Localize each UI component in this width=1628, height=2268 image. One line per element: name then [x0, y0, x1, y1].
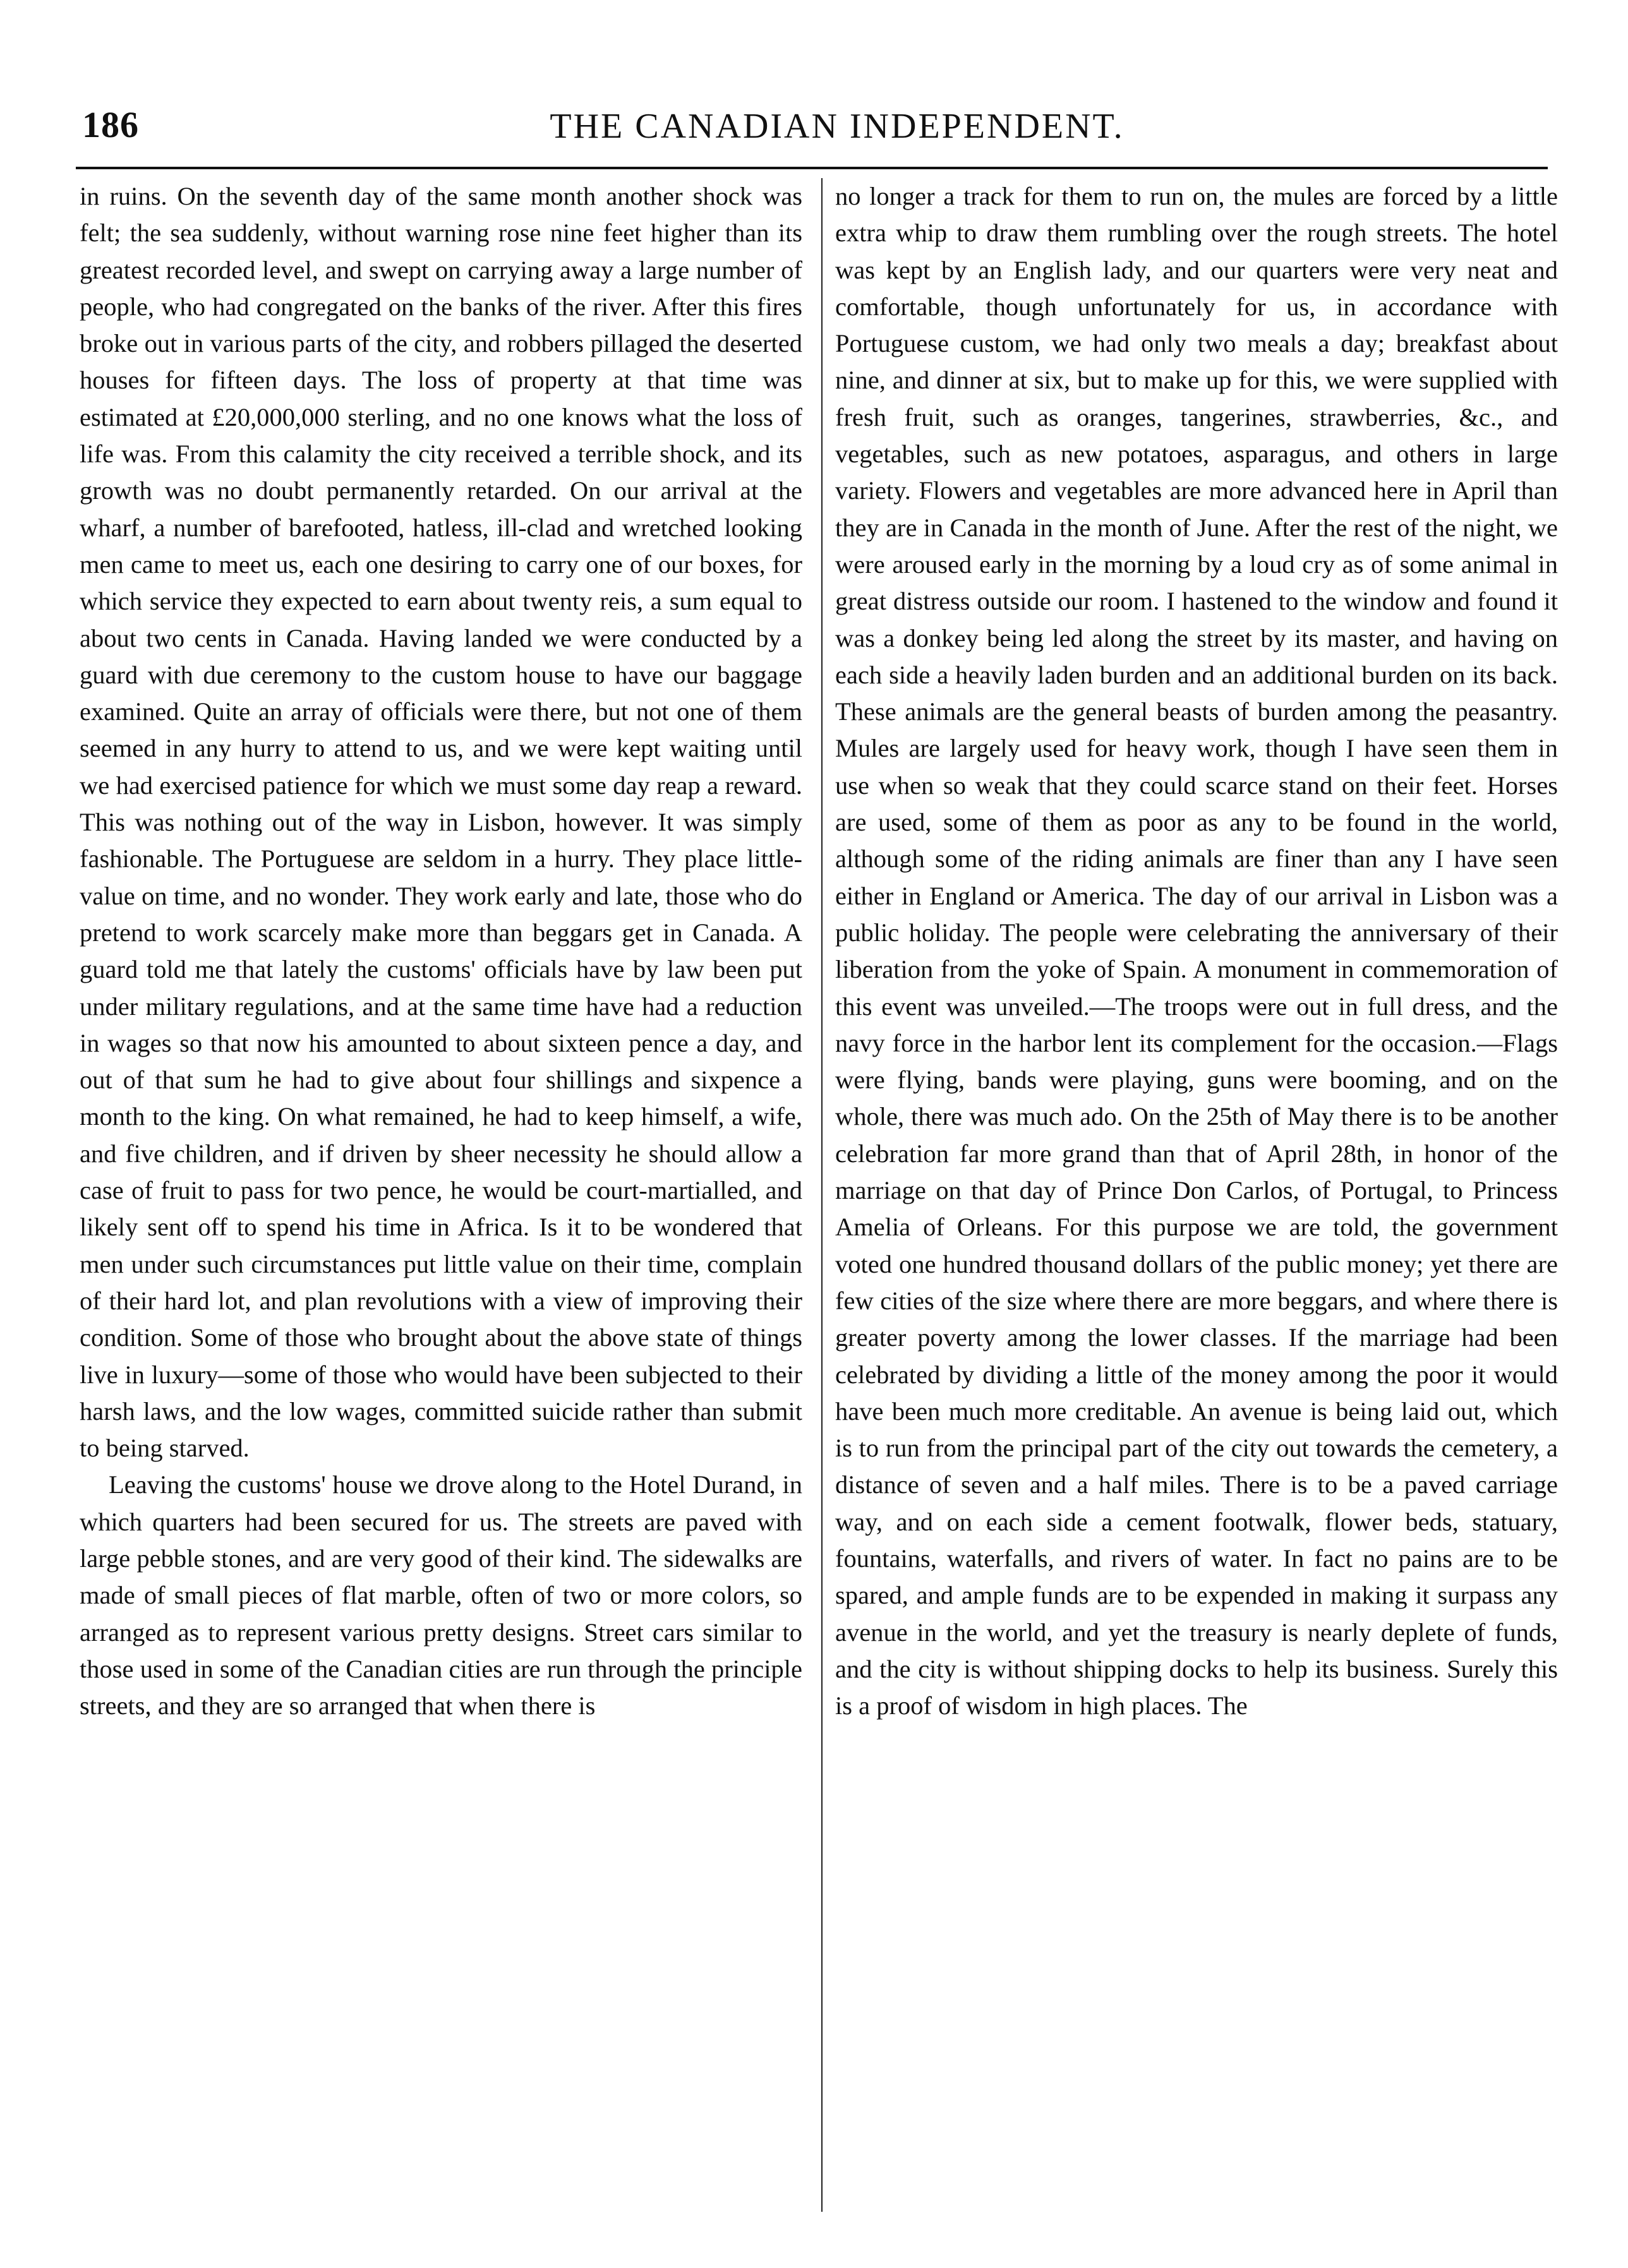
right-column	[835, 178, 1558, 1724]
left-paragraph-1: in ruins. On the seventh day of the same month another shock was felt; the sea suddenly, without warning rose nine feet higher than its greatest recorded level, and swept on carrying away a large number of people, who had congregated on the banks of the river. After this fires broke out in various parts of the city, and robbers pillaged the deserted houses for fifteen days. The loss of property at that time was estimated at £20,000,000 sterling, and no one knows what the loss of life was. From this calamity the city received a terrible shock, and its growth was no doubt permanently retarded. On our arrival at the wharf, a number of barefooted, hatless, ill-clad and wretched looking men came to meet us, each one desiring to carry one of our boxes, for which service they expected to earn about twenty reis, a sum equal to about two cents in Canada. Having landed we were conducted by a guard with due ceremony to the custom house to have our baggage examined. Quite an array of officials were there, but not one of them seemed in any hurry to attend to us, and we were kept waiting until we had exercised patience for which we must some day reap a reward. This was nothing out of the way in Lisbon, however. It was simply fashionable. The Portuguese are seldom in a hurry. They place little-value on time, and no wonder. They work early and late, those who do pretend to work scarcely make more than beggars get in Canada. A guard told me that lately the customs' officials have by law been put under military regulations, and at the same time have had a reduction in wages so that now his amounted to about sixteen pence a day, and out of that sum he had to give about four shillings and sixpence a month to the king. On what remained, he had to keep himself, a wife, and five children, and if driven by sheer necessity he should allow a case of fruit to pass for two pence, he would be court-martialled, and likely sent off to spend his time in Africa. Is it to be wondered that men under such circumstances put little value on their time, complain of their hard lot, and plan revolutions with a view of improving their condition. Some of those who brought about the above state of things live in luxury—some of those who would have been subjected to their harsh laws, and the low wages, committed suicide rather than submit to being starved.	[80, 182, 802, 1463]
page-number: 186	[82, 104, 139, 145]
page-header	[76, 95, 1598, 171]
journal-title: THE CANADIAN INDEPENDENT.	[550, 107, 1125, 146]
column-divider	[821, 178, 823, 2212]
right-paragraph-1: no longer a track for them to run on, the mules are forced by a little extra whip to draw them rumbling over the rough streets. The hotel was kept by an English lady, and our quarters were very neat and comfortable, though unfortunately for us, in accordance with Portuguese custom, we had only two meals a day; breakfast about nine, and dinner at six, but to make up for this, we were supplied with fresh fruit, such as oranges, tangerines, strawberries, &c., and vegetables, such as new potatoes, asparagus, and others in large variety. Flowers and vegetables are more advanced here in April than they are in Canada in the month of June. After the rest of the night, we were aroused early in the morning by a loud cry as of some animal in great distress outside our room. I hastened to the window and found it was a donkey being led along the street by its master, and having on each side a heavily laden burden and an additional burden on its back. These animals are the general beasts of burden among the peasantry. Mules are largely used for heavy work, though I have seen them in use when so weak that they could scarce stand on their feet. Horses are used, some of them as poor as any to be found in the world, although some of the riding animals are finer than any I have seen either in England or America. The day of our arrival in Lisbon was a public holiday. The people were celebrating the anniversary of their liberation from the yoke of Spain. A monument in commemoration of this event was unveiled.—The troops were out in full dress, and the navy force in the harbor lent its complement for the occasion.—Flags were flying, bands were playing, guns were booming, and on the whole, there was much ado. On the 25th of May there is to be another celebration far more grand than that of April 28th, in honor of the marriage on that day of Prince Don Carlos, of Portugal, to Princess Amelia of Orleans. For this purpose we are told, the government voted one hundred thousand dollars of the public money; yet there are few cities of the size where there are more beggars, and where there is greater poverty among the lower classes. If the marriage had been celebrated by dividing a little of the money among the poor it would have been much more creditable. An avenue is being laid out, which is to run from the principal part of the city out towards the cemetery, a distance of seven and a half miles. There is to be a paved carriage way, and on each side a cement footwalk, flower beds, statuary, fountains, waterfalls, and rivers of water. In fact no pains are to be spared, and ample funds are to be expended in making it surpass any avenue in the world, and yet the treasury is nearly deplete of funds, and the city is without shipping docks to help its business. Surely this is a proof of wisdom in high places. The	[835, 182, 1558, 1720]
header-rule	[76, 167, 1548, 169]
left-paragraph-2: Leaving the customs' house we drove along to the Hotel Durand, in which quarters had been secured for us. The streets are paved with large pebble stones, and are very good of their kind. The sidewalks are made of small pieces of flat marble, often of two or more colors, so arranged as to represent various pretty designs. Street cars similar to those used in some of the Canadian cities are run through the principle streets, and they are so arranged that when there is	[80, 1470, 802, 1720]
left-column	[80, 178, 802, 1724]
